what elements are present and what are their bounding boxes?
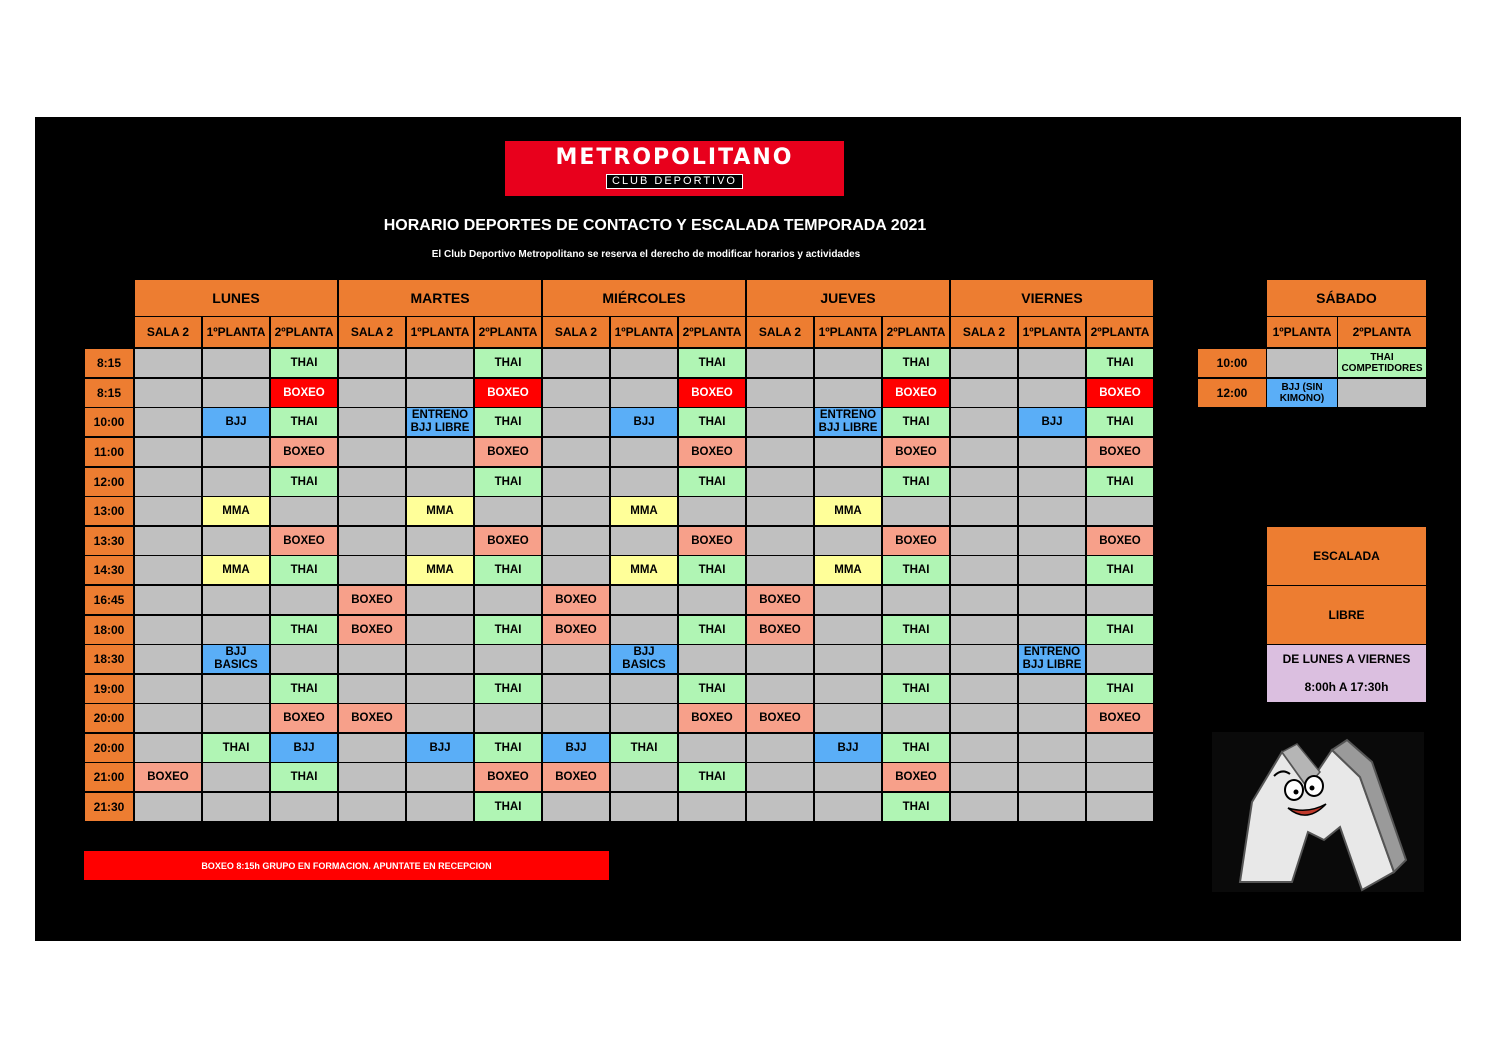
empty-slot bbox=[814, 348, 882, 378]
empty-slot bbox=[406, 526, 474, 556]
room-header: SALA 2 bbox=[338, 316, 406, 348]
room-header: SALA 2 bbox=[542, 316, 610, 348]
class-slot: BJJ BASICS bbox=[610, 644, 678, 674]
empty-slot bbox=[950, 615, 1018, 645]
empty-slot bbox=[814, 467, 882, 497]
empty-slot bbox=[202, 585, 270, 615]
class-slot: BOXEO bbox=[270, 378, 338, 408]
empty-slot bbox=[814, 526, 882, 556]
logo-subtitle: CLUB DEPORTIVO bbox=[606, 174, 743, 189]
empty-slot bbox=[610, 378, 678, 408]
empty-slot bbox=[814, 792, 882, 822]
empty-slot bbox=[202, 526, 270, 556]
class-slot: THAI bbox=[882, 674, 950, 704]
class-slot: THAI COMPETIDORES bbox=[1337, 348, 1427, 378]
empty-slot bbox=[134, 644, 202, 674]
empty-slot bbox=[406, 615, 474, 645]
empty-slot bbox=[746, 762, 814, 792]
empty-slot bbox=[814, 378, 882, 408]
time-label: 11:00 bbox=[84, 437, 134, 467]
empty-slot bbox=[338, 526, 406, 556]
time-label: 14:30 bbox=[84, 555, 134, 585]
class-slot: BJJ bbox=[1018, 407, 1086, 437]
climbing-days: DE LUNES A VIERNES bbox=[1266, 644, 1427, 673]
empty-slot bbox=[882, 585, 950, 615]
time-label: 13:30 bbox=[84, 526, 134, 556]
page-title: HORARIO DEPORTES DE CONTACTO Y ESCALADA TEMPORADA 2021 bbox=[383, 217, 927, 234]
empty-slot bbox=[1018, 762, 1086, 792]
class-slot: THAI bbox=[1086, 348, 1154, 378]
class-slot: BJJ BASICS bbox=[202, 644, 270, 674]
class-slot: THAI bbox=[882, 348, 950, 378]
class-slot: THAI bbox=[270, 674, 338, 704]
empty-slot bbox=[1018, 467, 1086, 497]
empty-slot bbox=[202, 792, 270, 822]
empty-slot bbox=[542, 526, 610, 556]
class-slot: BOXEO bbox=[1086, 437, 1154, 467]
class-slot: BOXEO bbox=[338, 615, 406, 645]
class-slot: THAI bbox=[1086, 467, 1154, 497]
class-slot: THAI bbox=[678, 762, 746, 792]
class-slot: BOXEO bbox=[542, 615, 610, 645]
class-slot: BOXEO bbox=[882, 526, 950, 556]
empty-slot bbox=[338, 674, 406, 704]
time-label: 12:00 bbox=[84, 467, 134, 497]
empty-slot bbox=[814, 703, 882, 733]
day-header-4: JUEVES bbox=[746, 279, 950, 317]
empty-slot bbox=[610, 348, 678, 378]
empty-slot bbox=[474, 496, 542, 526]
empty-slot bbox=[610, 703, 678, 733]
time-label: 20:00 bbox=[84, 703, 134, 733]
empty-slot bbox=[338, 467, 406, 497]
empty-slot bbox=[746, 526, 814, 556]
empty-slot bbox=[406, 585, 474, 615]
room-header: 1ºPLANTA bbox=[1018, 316, 1086, 348]
class-slot: BOXEO bbox=[746, 615, 814, 645]
empty-slot bbox=[814, 585, 882, 615]
time-label: 8:15 bbox=[84, 348, 134, 378]
class-slot: BJJ bbox=[202, 407, 270, 437]
room-header: 2ºPLANTA bbox=[474, 316, 542, 348]
empty-slot bbox=[1086, 496, 1154, 526]
class-slot: THAI bbox=[882, 615, 950, 645]
empty-slot bbox=[134, 437, 202, 467]
class-slot: THAI bbox=[474, 792, 542, 822]
class-slot: MMA bbox=[406, 496, 474, 526]
empty-slot bbox=[1018, 348, 1086, 378]
empty-slot bbox=[1018, 792, 1086, 822]
saturday-time-label: 10:00 bbox=[1197, 348, 1267, 378]
empty-slot bbox=[542, 378, 610, 408]
empty-slot bbox=[950, 674, 1018, 704]
empty-slot bbox=[134, 348, 202, 378]
class-slot: BOXEO bbox=[474, 526, 542, 556]
empty-slot bbox=[950, 437, 1018, 467]
empty-slot bbox=[406, 674, 474, 704]
class-slot: THAI bbox=[474, 467, 542, 497]
empty-slot bbox=[134, 496, 202, 526]
time-label: 10:00 bbox=[84, 407, 134, 437]
class-slot: BOXEO bbox=[882, 762, 950, 792]
class-slot: THAI bbox=[1086, 615, 1154, 645]
empty-slot bbox=[270, 644, 338, 674]
class-slot: BJJ (SIN KIMONO) bbox=[1266, 378, 1338, 408]
day-header-1: LUNES bbox=[134, 279, 338, 317]
empty-slot bbox=[1086, 792, 1154, 822]
empty-slot bbox=[542, 703, 610, 733]
empty-slot bbox=[1086, 762, 1154, 792]
class-slot: MMA bbox=[610, 555, 678, 585]
class-slot: THAI bbox=[882, 467, 950, 497]
empty-slot bbox=[270, 585, 338, 615]
day-header-5: VIERNES bbox=[950, 279, 1154, 317]
class-slot: THAI bbox=[1086, 407, 1154, 437]
empty-slot bbox=[338, 762, 406, 792]
class-slot: BJJ bbox=[814, 733, 882, 763]
empty-slot bbox=[134, 407, 202, 437]
empty-slot bbox=[406, 378, 474, 408]
room-header: SALA 2 bbox=[950, 316, 1018, 348]
empty-slot bbox=[202, 674, 270, 704]
class-slot: BOXEO bbox=[474, 378, 542, 408]
class-slot: THAI bbox=[270, 615, 338, 645]
empty-slot bbox=[814, 674, 882, 704]
climbing-subtitle: LIBRE bbox=[1266, 585, 1427, 645]
room-header: 2ºPLANTA bbox=[270, 316, 338, 348]
empty-slot bbox=[746, 733, 814, 763]
empty-slot bbox=[134, 467, 202, 497]
class-slot: THAI bbox=[1086, 674, 1154, 704]
room-header: 2ºPLANTA bbox=[678, 316, 746, 348]
empty-slot bbox=[338, 496, 406, 526]
class-slot: THAI bbox=[882, 733, 950, 763]
empty-slot bbox=[134, 526, 202, 556]
class-slot: THAI bbox=[270, 467, 338, 497]
class-slot: THAI bbox=[678, 467, 746, 497]
class-slot: THAI bbox=[882, 407, 950, 437]
class-slot: BOXEO bbox=[542, 762, 610, 792]
empty-slot bbox=[134, 615, 202, 645]
empty-slot bbox=[542, 467, 610, 497]
empty-slot bbox=[542, 496, 610, 526]
empty-slot bbox=[746, 467, 814, 497]
empty-slot bbox=[746, 437, 814, 467]
empty-slot bbox=[202, 378, 270, 408]
class-slot: BOXEO bbox=[134, 762, 202, 792]
empty-slot bbox=[202, 762, 270, 792]
empty-slot bbox=[542, 437, 610, 467]
empty-slot bbox=[134, 733, 202, 763]
class-slot: BOXEO bbox=[474, 762, 542, 792]
logo-brand: METROPOLITANO bbox=[555, 145, 794, 170]
empty-slot bbox=[746, 792, 814, 822]
class-slot: BOXEO bbox=[882, 437, 950, 467]
room-header: 1ºPLANTA bbox=[406, 316, 474, 348]
empty-slot bbox=[474, 585, 542, 615]
empty-slot bbox=[610, 674, 678, 704]
empty-slot bbox=[610, 762, 678, 792]
empty-slot bbox=[950, 585, 1018, 615]
room-header: 1ºPLANTA bbox=[202, 316, 270, 348]
empty-slot bbox=[1018, 733, 1086, 763]
time-label: 16:45 bbox=[84, 585, 134, 615]
class-slot: BOXEO bbox=[474, 437, 542, 467]
empty-slot bbox=[1337, 378, 1427, 408]
empty-slot bbox=[678, 496, 746, 526]
empty-slot bbox=[950, 644, 1018, 674]
time-label: 13:00 bbox=[84, 496, 134, 526]
empty-slot bbox=[338, 644, 406, 674]
class-slot: BOXEO bbox=[1086, 703, 1154, 733]
room-header: 1ºPLANTA bbox=[814, 316, 882, 348]
empty-slot bbox=[134, 703, 202, 733]
class-slot: BOXEO bbox=[882, 378, 950, 408]
empty-slot bbox=[814, 762, 882, 792]
empty-slot bbox=[610, 467, 678, 497]
empty-slot bbox=[338, 555, 406, 585]
empty-slot bbox=[746, 555, 814, 585]
empty-slot bbox=[610, 526, 678, 556]
class-slot: THAI bbox=[678, 555, 746, 585]
empty-slot bbox=[950, 792, 1018, 822]
empty-slot bbox=[1018, 585, 1086, 615]
empty-slot bbox=[542, 407, 610, 437]
empty-slot bbox=[406, 703, 474, 733]
class-slot: MMA bbox=[406, 555, 474, 585]
class-slot: THAI bbox=[474, 733, 542, 763]
empty-slot bbox=[1266, 348, 1338, 378]
class-slot: BOXEO bbox=[678, 378, 746, 408]
room-header: SALA 2 bbox=[746, 316, 814, 348]
empty-slot bbox=[270, 496, 338, 526]
empty-slot bbox=[746, 378, 814, 408]
saturday-time-label: 12:00 bbox=[1197, 378, 1267, 408]
class-slot: THAI bbox=[610, 733, 678, 763]
empty-slot bbox=[134, 674, 202, 704]
empty-slot bbox=[678, 792, 746, 822]
empty-slot bbox=[406, 792, 474, 822]
empty-slot bbox=[134, 555, 202, 585]
club-mascot-image bbox=[1212, 732, 1424, 892]
class-slot: BOXEO bbox=[746, 585, 814, 615]
class-slot: BOXEO bbox=[338, 585, 406, 615]
class-slot: MMA bbox=[202, 496, 270, 526]
empty-slot bbox=[610, 615, 678, 645]
page-subtitle: El Club Deportivo Metropolitano se reserva el derecho de modificar horarios y actividades bbox=[431, 249, 861, 260]
class-slot: THAI bbox=[270, 762, 338, 792]
empty-slot bbox=[950, 703, 1018, 733]
empty-slot bbox=[814, 615, 882, 645]
class-slot: BOXEO bbox=[338, 703, 406, 733]
empty-slot bbox=[882, 703, 950, 733]
time-label: 21:00 bbox=[84, 762, 134, 792]
class-slot: MMA bbox=[202, 555, 270, 585]
climbing-hours: 8:00h A 17:30h bbox=[1266, 672, 1427, 703]
empty-slot bbox=[610, 792, 678, 822]
class-slot: THAI bbox=[270, 348, 338, 378]
empty-slot bbox=[678, 644, 746, 674]
empty-slot bbox=[882, 496, 950, 526]
empty-slot bbox=[950, 407, 1018, 437]
class-slot: THAI bbox=[882, 792, 950, 822]
empty-slot bbox=[746, 348, 814, 378]
empty-slot bbox=[950, 378, 1018, 408]
class-slot: BJJ bbox=[542, 733, 610, 763]
empty-slot bbox=[950, 348, 1018, 378]
class-slot: BOXEO bbox=[1086, 378, 1154, 408]
class-slot: THAI bbox=[474, 407, 542, 437]
empty-slot bbox=[338, 792, 406, 822]
class-slot: BOXEO bbox=[678, 526, 746, 556]
empty-slot bbox=[202, 437, 270, 467]
empty-slot bbox=[338, 733, 406, 763]
class-slot: MMA bbox=[610, 496, 678, 526]
class-slot: THAI bbox=[1086, 555, 1154, 585]
empty-slot bbox=[1018, 437, 1086, 467]
time-label: 8:15 bbox=[84, 378, 134, 408]
class-slot: BOXEO bbox=[270, 526, 338, 556]
class-slot: THAI bbox=[882, 555, 950, 585]
class-slot: THAI bbox=[202, 733, 270, 763]
empty-slot bbox=[678, 585, 746, 615]
class-slot: THAI bbox=[678, 615, 746, 645]
empty-slot bbox=[746, 674, 814, 704]
climbing-title: ESCALADA bbox=[1266, 526, 1427, 586]
empty-slot bbox=[134, 378, 202, 408]
empty-slot bbox=[270, 792, 338, 822]
room-header: 2ºPLANTA bbox=[1086, 316, 1154, 348]
empty-slot bbox=[1018, 615, 1086, 645]
empty-slot bbox=[202, 703, 270, 733]
empty-slot bbox=[202, 348, 270, 378]
empty-slot bbox=[1018, 526, 1086, 556]
empty-slot bbox=[814, 437, 882, 467]
class-slot: BOXEO bbox=[270, 437, 338, 467]
empty-slot bbox=[406, 644, 474, 674]
class-slot: THAI bbox=[474, 555, 542, 585]
class-slot: BJJ bbox=[270, 733, 338, 763]
empty-slot bbox=[134, 792, 202, 822]
class-slot: MMA bbox=[814, 496, 882, 526]
day-header-2: MARTES bbox=[338, 279, 542, 317]
saturday-room-header: 2ºPLANTA bbox=[1337, 316, 1427, 348]
empty-slot bbox=[814, 644, 882, 674]
empty-slot bbox=[950, 762, 1018, 792]
class-slot: ENTRENO BJJ LIBRE bbox=[406, 407, 474, 437]
empty-slot bbox=[474, 644, 542, 674]
empty-slot bbox=[1018, 555, 1086, 585]
time-label: 19:00 bbox=[84, 674, 134, 704]
class-slot: THAI bbox=[678, 407, 746, 437]
empty-slot bbox=[1086, 585, 1154, 615]
room-header: 1ºPLANTA bbox=[610, 316, 678, 348]
empty-slot bbox=[542, 644, 610, 674]
empty-slot bbox=[406, 348, 474, 378]
empty-slot bbox=[542, 792, 610, 822]
empty-slot bbox=[882, 644, 950, 674]
saturday-header: SÁBADO bbox=[1266, 279, 1427, 317]
class-slot: THAI bbox=[270, 407, 338, 437]
class-slot: THAI bbox=[474, 674, 542, 704]
empty-slot bbox=[1086, 733, 1154, 763]
empty-slot bbox=[542, 348, 610, 378]
empty-slot bbox=[950, 526, 1018, 556]
class-slot: BOXEO bbox=[270, 703, 338, 733]
class-slot: ENTRENO BJJ LIBRE bbox=[814, 407, 882, 437]
empty-slot bbox=[406, 437, 474, 467]
saturday-room-header: 1ºPLANTA bbox=[1266, 316, 1338, 348]
class-slot: THAI bbox=[678, 674, 746, 704]
time-label: 18:00 bbox=[84, 615, 134, 645]
empty-slot bbox=[746, 496, 814, 526]
class-slot: BOXEO bbox=[678, 703, 746, 733]
empty-slot bbox=[338, 407, 406, 437]
class-slot: THAI bbox=[270, 555, 338, 585]
class-slot: BOXEO bbox=[542, 585, 610, 615]
empty-slot bbox=[678, 733, 746, 763]
class-slot: THAI bbox=[474, 615, 542, 645]
empty-slot bbox=[1018, 378, 1086, 408]
empty-slot bbox=[406, 762, 474, 792]
time-label: 18:30 bbox=[84, 644, 134, 674]
class-slot: BOXEO bbox=[1086, 526, 1154, 556]
empty-slot bbox=[950, 467, 1018, 497]
empty-slot bbox=[1018, 674, 1086, 704]
empty-slot bbox=[202, 467, 270, 497]
class-slot: BOXEO bbox=[746, 703, 814, 733]
empty-slot bbox=[338, 378, 406, 408]
class-slot: BJJ bbox=[406, 733, 474, 763]
class-slot: BJJ bbox=[610, 407, 678, 437]
class-slot: BOXEO bbox=[678, 437, 746, 467]
empty-slot bbox=[1086, 644, 1154, 674]
room-header: SALA 2 bbox=[134, 316, 202, 348]
empty-slot bbox=[134, 585, 202, 615]
empty-slot bbox=[746, 407, 814, 437]
empty-slot bbox=[406, 467, 474, 497]
empty-slot bbox=[746, 644, 814, 674]
class-slot: THAI bbox=[678, 348, 746, 378]
empty-slot bbox=[950, 555, 1018, 585]
empty-slot bbox=[950, 733, 1018, 763]
class-slot: MMA bbox=[814, 555, 882, 585]
time-label: 21:30 bbox=[84, 792, 134, 822]
empty-slot bbox=[1018, 496, 1086, 526]
empty-slot bbox=[474, 703, 542, 733]
notice-banner: BOXEO 8:15h GRUPO EN FORMACION. APUNTATE EN RECEPCION bbox=[84, 851, 609, 880]
empty-slot bbox=[610, 585, 678, 615]
empty-slot bbox=[338, 348, 406, 378]
empty-slot bbox=[610, 437, 678, 467]
club-logo bbox=[505, 141, 844, 196]
class-slot: ENTRENO BJJ LIBRE bbox=[1018, 644, 1086, 674]
class-slot: THAI bbox=[474, 348, 542, 378]
empty-slot bbox=[542, 674, 610, 704]
time-label: 20:00 bbox=[84, 733, 134, 763]
room-header: 2ºPLANTA bbox=[882, 316, 950, 348]
empty-slot bbox=[950, 496, 1018, 526]
empty-slot bbox=[338, 437, 406, 467]
empty-slot bbox=[542, 555, 610, 585]
empty-slot bbox=[202, 615, 270, 645]
day-header-3: MIÉRCOLES bbox=[542, 279, 746, 317]
empty-slot bbox=[1018, 703, 1086, 733]
